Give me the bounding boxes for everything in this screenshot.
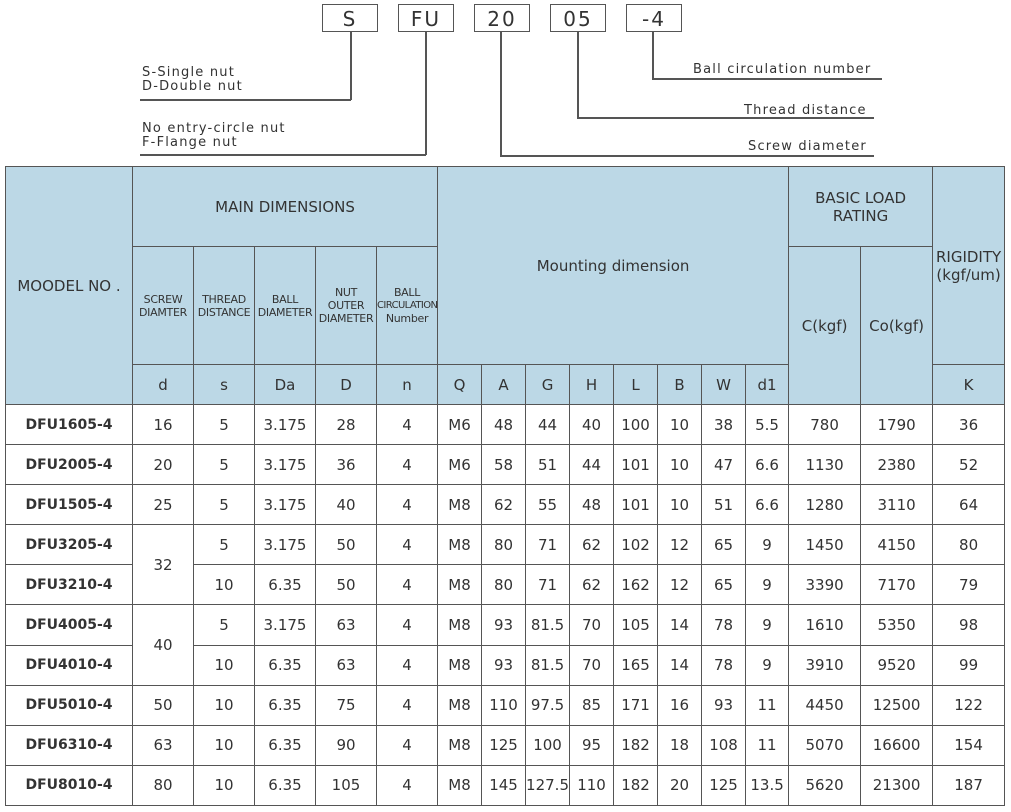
- symbol-n: n: [377, 365, 438, 405]
- cell-w: 51: [702, 485, 746, 525]
- cell-w: 93: [702, 685, 746, 725]
- cell-d: 16: [133, 405, 194, 445]
- cell-d1: 9: [746, 605, 789, 645]
- header-ball-diameter-l2: DIAMETER: [257, 305, 313, 319]
- cell-g: 55: [526, 485, 570, 525]
- cell-s: 5: [194, 445, 255, 485]
- cell-co: 9520: [861, 645, 933, 685]
- cell-c: 4450: [789, 685, 861, 725]
- cell-h: 44: [570, 445, 614, 485]
- cell-n: 4: [377, 765, 438, 805]
- cell-co: 1790: [861, 405, 933, 445]
- cell-d1: 11: [746, 685, 789, 725]
- cell-d1: 5.5: [746, 405, 789, 445]
- header-rigidity-line2: (kgf/um): [936, 265, 1001, 284]
- cell-n: 4: [377, 445, 438, 485]
- cell-model: DFU5010-4: [6, 685, 133, 725]
- cell-d: 63: [316, 645, 377, 685]
- cell-g: 97.5: [526, 685, 570, 725]
- cell-w: 108: [702, 725, 746, 765]
- cell-k: 187: [933, 765, 1005, 805]
- cell-co: 5350: [861, 605, 933, 645]
- cell-d: 63: [133, 725, 194, 765]
- cell-d1: 9: [746, 565, 789, 605]
- header-nut-outer-l3: DIAMETER: [318, 312, 374, 325]
- cell-a: 110: [482, 685, 526, 725]
- symbol-da: Da: [255, 365, 316, 405]
- cell-b: 14: [658, 605, 702, 645]
- cell-d: 25: [133, 485, 194, 525]
- symbol-q: Q: [438, 365, 482, 405]
- header-ball-diameter: [255, 247, 316, 365]
- header-model: MOODEL NO .: [6, 167, 133, 405]
- spec-table-body: [6, 405, 1005, 806]
- cell-w: 78: [702, 645, 746, 685]
- cell-c: 3390: [789, 565, 861, 605]
- cell-g: 44: [526, 405, 570, 445]
- cell-da: 3.175: [255, 605, 316, 645]
- cell-k: 80: [933, 525, 1005, 565]
- cell-h: 62: [570, 565, 614, 605]
- cell-w: 65: [702, 525, 746, 565]
- header-thread-distance: [194, 247, 255, 365]
- cell-d: 36: [316, 445, 377, 485]
- symbol-s: s: [194, 365, 255, 405]
- cell-w: 65: [702, 565, 746, 605]
- cell-k: 98: [933, 605, 1005, 645]
- leader-thread-distance-v: [577, 32, 579, 118]
- cell-model: DFU4010-4: [6, 645, 133, 685]
- cell-k: 64: [933, 485, 1005, 525]
- cell-da: 6.35: [255, 725, 316, 765]
- cell-q: M8: [438, 645, 482, 685]
- cell-a: 80: [482, 525, 526, 565]
- cell-q: M6: [438, 445, 482, 485]
- cell-da: 3.175: [255, 485, 316, 525]
- cell-b: 10: [658, 445, 702, 485]
- cell-model: DFU3210-4: [6, 565, 133, 605]
- symbol-w: W: [702, 365, 746, 405]
- leader-nut-type-v: [350, 32, 352, 100]
- cell-d1: 11: [746, 725, 789, 765]
- cell-b: 12: [658, 525, 702, 565]
- cell-c: 5620: [789, 765, 861, 805]
- cell-d1: 9: [746, 525, 789, 565]
- cell-k: 122: [933, 685, 1005, 725]
- header-nut-outer-l2: OUTER: [327, 299, 365, 312]
- header-thread-distance-l2: DISTANCE: [197, 305, 251, 319]
- cell-d1: 13.5: [746, 765, 789, 805]
- cell-d1: 9: [746, 645, 789, 685]
- cell-q: M8: [438, 525, 482, 565]
- symbol-k: K: [933, 365, 1005, 405]
- cell-h: 48: [570, 485, 614, 525]
- header-screw-diamter-l1: SCREW: [143, 292, 183, 306]
- cell-da: 6.35: [255, 645, 316, 685]
- cell-c: 5070: [789, 725, 861, 765]
- cell-g: 100: [526, 725, 570, 765]
- symbol-a: A: [482, 365, 526, 405]
- label-flange: F-Flange nut: [142, 135, 238, 150]
- cell-a: 93: [482, 645, 526, 685]
- cell-da: 6.35: [255, 765, 316, 805]
- cell-b: 16: [658, 685, 702, 725]
- cell-s: 5: [194, 605, 255, 645]
- label-no-entry: No entry-circle nut: [142, 121, 286, 136]
- cell-model: DFU4005-4: [6, 605, 133, 645]
- symbol-b: B: [658, 365, 702, 405]
- cell-c: 1130: [789, 445, 861, 485]
- header-nut-outer-l1: NUT: [334, 286, 358, 299]
- cell-d: 63: [316, 605, 377, 645]
- leader-screw-diameter-v: [500, 32, 502, 156]
- code-box-thread-distance: 05: [550, 4, 606, 32]
- cell-h: 40: [570, 405, 614, 445]
- cell-q: M8: [438, 765, 482, 805]
- cell-g: 81.5: [526, 645, 570, 685]
- symbol-D: D: [316, 365, 377, 405]
- cell-g: 71: [526, 565, 570, 605]
- cell-b: 12: [658, 565, 702, 605]
- table-row: [6, 685, 1005, 725]
- cell-s: 10: [194, 685, 255, 725]
- code-box-screw-diameter: 20: [474, 4, 530, 32]
- cell-n: 4: [377, 525, 438, 565]
- label-thread-distance: Thread distance: [744, 103, 867, 118]
- table-row: [6, 525, 1005, 565]
- leader-nut-type-h: [140, 99, 351, 101]
- cell-q: M8: [438, 565, 482, 605]
- cell-h: 85: [570, 685, 614, 725]
- cell-l: 102: [614, 525, 658, 565]
- cell-d: 28: [316, 405, 377, 445]
- cell-da: 3.175: [255, 445, 316, 485]
- symbol-d: d: [133, 365, 194, 405]
- symbol-h: H: [570, 365, 614, 405]
- leader-ball-circulation-h: [652, 78, 882, 80]
- cell-a: 125: [482, 725, 526, 765]
- cell-q: M8: [438, 605, 482, 645]
- cell-c: 3910: [789, 645, 861, 685]
- label-screw-diameter: Screw diameter: [748, 139, 867, 154]
- cell-model: DFU3205-4: [6, 525, 133, 565]
- header-ball-circ-l3: Number: [385, 312, 429, 325]
- header-c-kgf: C(kgf): [789, 247, 861, 405]
- label-single-nut: S-Single nut: [142, 65, 236, 80]
- cell-k: 36: [933, 405, 1005, 445]
- cell-h: 62: [570, 525, 614, 565]
- cell-s: 5: [194, 485, 255, 525]
- header-rigidity-line1: RIGIDITY: [935, 247, 1002, 266]
- cell-n: 4: [377, 725, 438, 765]
- cell-a: 48: [482, 405, 526, 445]
- cell-co: 4150: [861, 525, 933, 565]
- code-box-nut-type: S: [322, 4, 378, 32]
- cell-l: 171: [614, 685, 658, 725]
- cell-l: 182: [614, 725, 658, 765]
- cell-d: 90: [316, 725, 377, 765]
- cell-l: 101: [614, 485, 658, 525]
- label-double-nut: D-Double nut: [142, 79, 243, 94]
- cell-d: 50: [316, 565, 377, 605]
- header-screw-diamter: [133, 247, 194, 365]
- cell-b: 14: [658, 645, 702, 685]
- cell-g: 71: [526, 525, 570, 565]
- header-basic-load-rating: BASIC LOAD RATING: [789, 167, 933, 247]
- table-row: [6, 765, 1005, 805]
- cell-model: DFU1505-4: [6, 485, 133, 525]
- cell-w: 47: [702, 445, 746, 485]
- cell-d: 50: [133, 685, 194, 725]
- header-mounting-dimension: Mounting dimension: [438, 167, 789, 365]
- cell-n: 4: [377, 605, 438, 645]
- cell-model: DFU1605-4: [6, 405, 133, 445]
- cell-h: 110: [570, 765, 614, 805]
- cell-n: 4: [377, 485, 438, 525]
- header-thread-distance-l1: THREAD: [202, 292, 246, 306]
- header-ball-circ-l1: BALL: [393, 286, 421, 299]
- cell-s: 5: [194, 525, 255, 565]
- cell-b: 20: [658, 765, 702, 805]
- cell-s: 10: [194, 725, 255, 765]
- header-ball-circ-l2: CIRCULATION: [377, 300, 438, 311]
- cell-c: 1450: [789, 525, 861, 565]
- cell-l: 100: [614, 405, 658, 445]
- cell-s: 5: [194, 405, 255, 445]
- cell-l: 105: [614, 605, 658, 645]
- cell-s: 10: [194, 765, 255, 805]
- cell-h: 70: [570, 645, 614, 685]
- symbol-d1: d1: [746, 365, 789, 405]
- cell-model: DFU8010-4: [6, 765, 133, 805]
- cell-b: 10: [658, 485, 702, 525]
- table-row: [6, 445, 1005, 485]
- cell-co: 16600: [861, 725, 933, 765]
- cell-q: M8: [438, 725, 482, 765]
- cell-h: 95: [570, 725, 614, 765]
- header-ball-circulation-number: [377, 247, 438, 365]
- leader-ball-circulation-v: [652, 32, 654, 79]
- label-ball-circulation: Ball circulation number: [693, 62, 872, 77]
- cell-d1: 6.6: [746, 485, 789, 525]
- cell-model: DFU6310-4: [6, 725, 133, 765]
- cell-g: 81.5: [526, 605, 570, 645]
- cell-co: 2380: [861, 445, 933, 485]
- cell-k: 79: [933, 565, 1005, 605]
- cell-l: 165: [614, 645, 658, 685]
- header-nut-outer-diameter: [316, 247, 377, 365]
- cell-l: 101: [614, 445, 658, 485]
- cell-da: 3.175: [255, 405, 316, 445]
- cell-l: 182: [614, 765, 658, 805]
- cell-a: 58: [482, 445, 526, 485]
- cell-d: 75: [316, 685, 377, 725]
- cell-co: 7170: [861, 565, 933, 605]
- cell-model: DFU2005-4: [6, 445, 133, 485]
- cell-da: 6.35: [255, 565, 316, 605]
- cell-a: 62: [482, 485, 526, 525]
- symbol-g: G: [526, 365, 570, 405]
- cell-g: 127.5: [526, 765, 570, 805]
- cell-k: 52: [933, 445, 1005, 485]
- code-box-ball-circulation: -4: [626, 4, 682, 32]
- cell-q: M8: [438, 485, 482, 525]
- cell-a: 93: [482, 605, 526, 645]
- table-row: [6, 405, 1005, 445]
- table-row: [6, 725, 1005, 765]
- cell-d: 105: [316, 765, 377, 805]
- cell-n: 4: [377, 405, 438, 445]
- cell-da: 3.175: [255, 525, 316, 565]
- leader-flange-h: [140, 154, 426, 156]
- leader-screw-diameter-h: [500, 155, 874, 157]
- cell-w: 78: [702, 605, 746, 645]
- table-row: [6, 605, 1005, 645]
- code-box-flange: FU: [398, 4, 454, 32]
- cell-a: 80: [482, 565, 526, 605]
- cell-n: 4: [377, 565, 438, 605]
- cell-d: 32: [133, 525, 194, 605]
- header-rigidity: [933, 167, 1005, 365]
- cell-w: 38: [702, 405, 746, 445]
- cell-d1: 6.6: [746, 445, 789, 485]
- cell-b: 10: [658, 405, 702, 445]
- cell-h: 70: [570, 605, 614, 645]
- header-screw-diamter-l2: DIAMTER: [139, 305, 187, 319]
- cell-w: 125: [702, 765, 746, 805]
- cell-d: 50: [316, 525, 377, 565]
- cell-d: 40: [316, 485, 377, 525]
- header-main-dimensions: MAIN DIMENSIONS: [133, 167, 438, 247]
- header-co-kgf: Co(kgf): [861, 247, 933, 405]
- cell-d: 20: [133, 445, 194, 485]
- cell-a: 145: [482, 765, 526, 805]
- spec-table: [5, 166, 1005, 806]
- cell-g: 51: [526, 445, 570, 485]
- cell-d: 40: [133, 605, 194, 685]
- cell-q: M8: [438, 685, 482, 725]
- header-ball-diameter-l1: BALL: [271, 292, 299, 306]
- cell-co: 21300: [861, 765, 933, 805]
- cell-co: 3110: [861, 485, 933, 525]
- cell-s: 10: [194, 645, 255, 685]
- cell-co: 12500: [861, 685, 933, 725]
- cell-b: 18: [658, 725, 702, 765]
- cell-q: M6: [438, 405, 482, 445]
- cell-c: 1280: [789, 485, 861, 525]
- table-row: [6, 485, 1005, 525]
- cell-k: 99: [933, 645, 1005, 685]
- cell-n: 4: [377, 685, 438, 725]
- cell-d: 80: [133, 765, 194, 805]
- cell-s: 10: [194, 565, 255, 605]
- cell-c: 1610: [789, 605, 861, 645]
- leader-flange-v: [425, 32, 427, 155]
- cell-n: 4: [377, 645, 438, 685]
- symbol-l: L: [614, 365, 658, 405]
- cell-c: 780: [789, 405, 861, 445]
- cell-l: 162: [614, 565, 658, 605]
- cell-k: 154: [933, 725, 1005, 765]
- cell-da: 6.35: [255, 685, 316, 725]
